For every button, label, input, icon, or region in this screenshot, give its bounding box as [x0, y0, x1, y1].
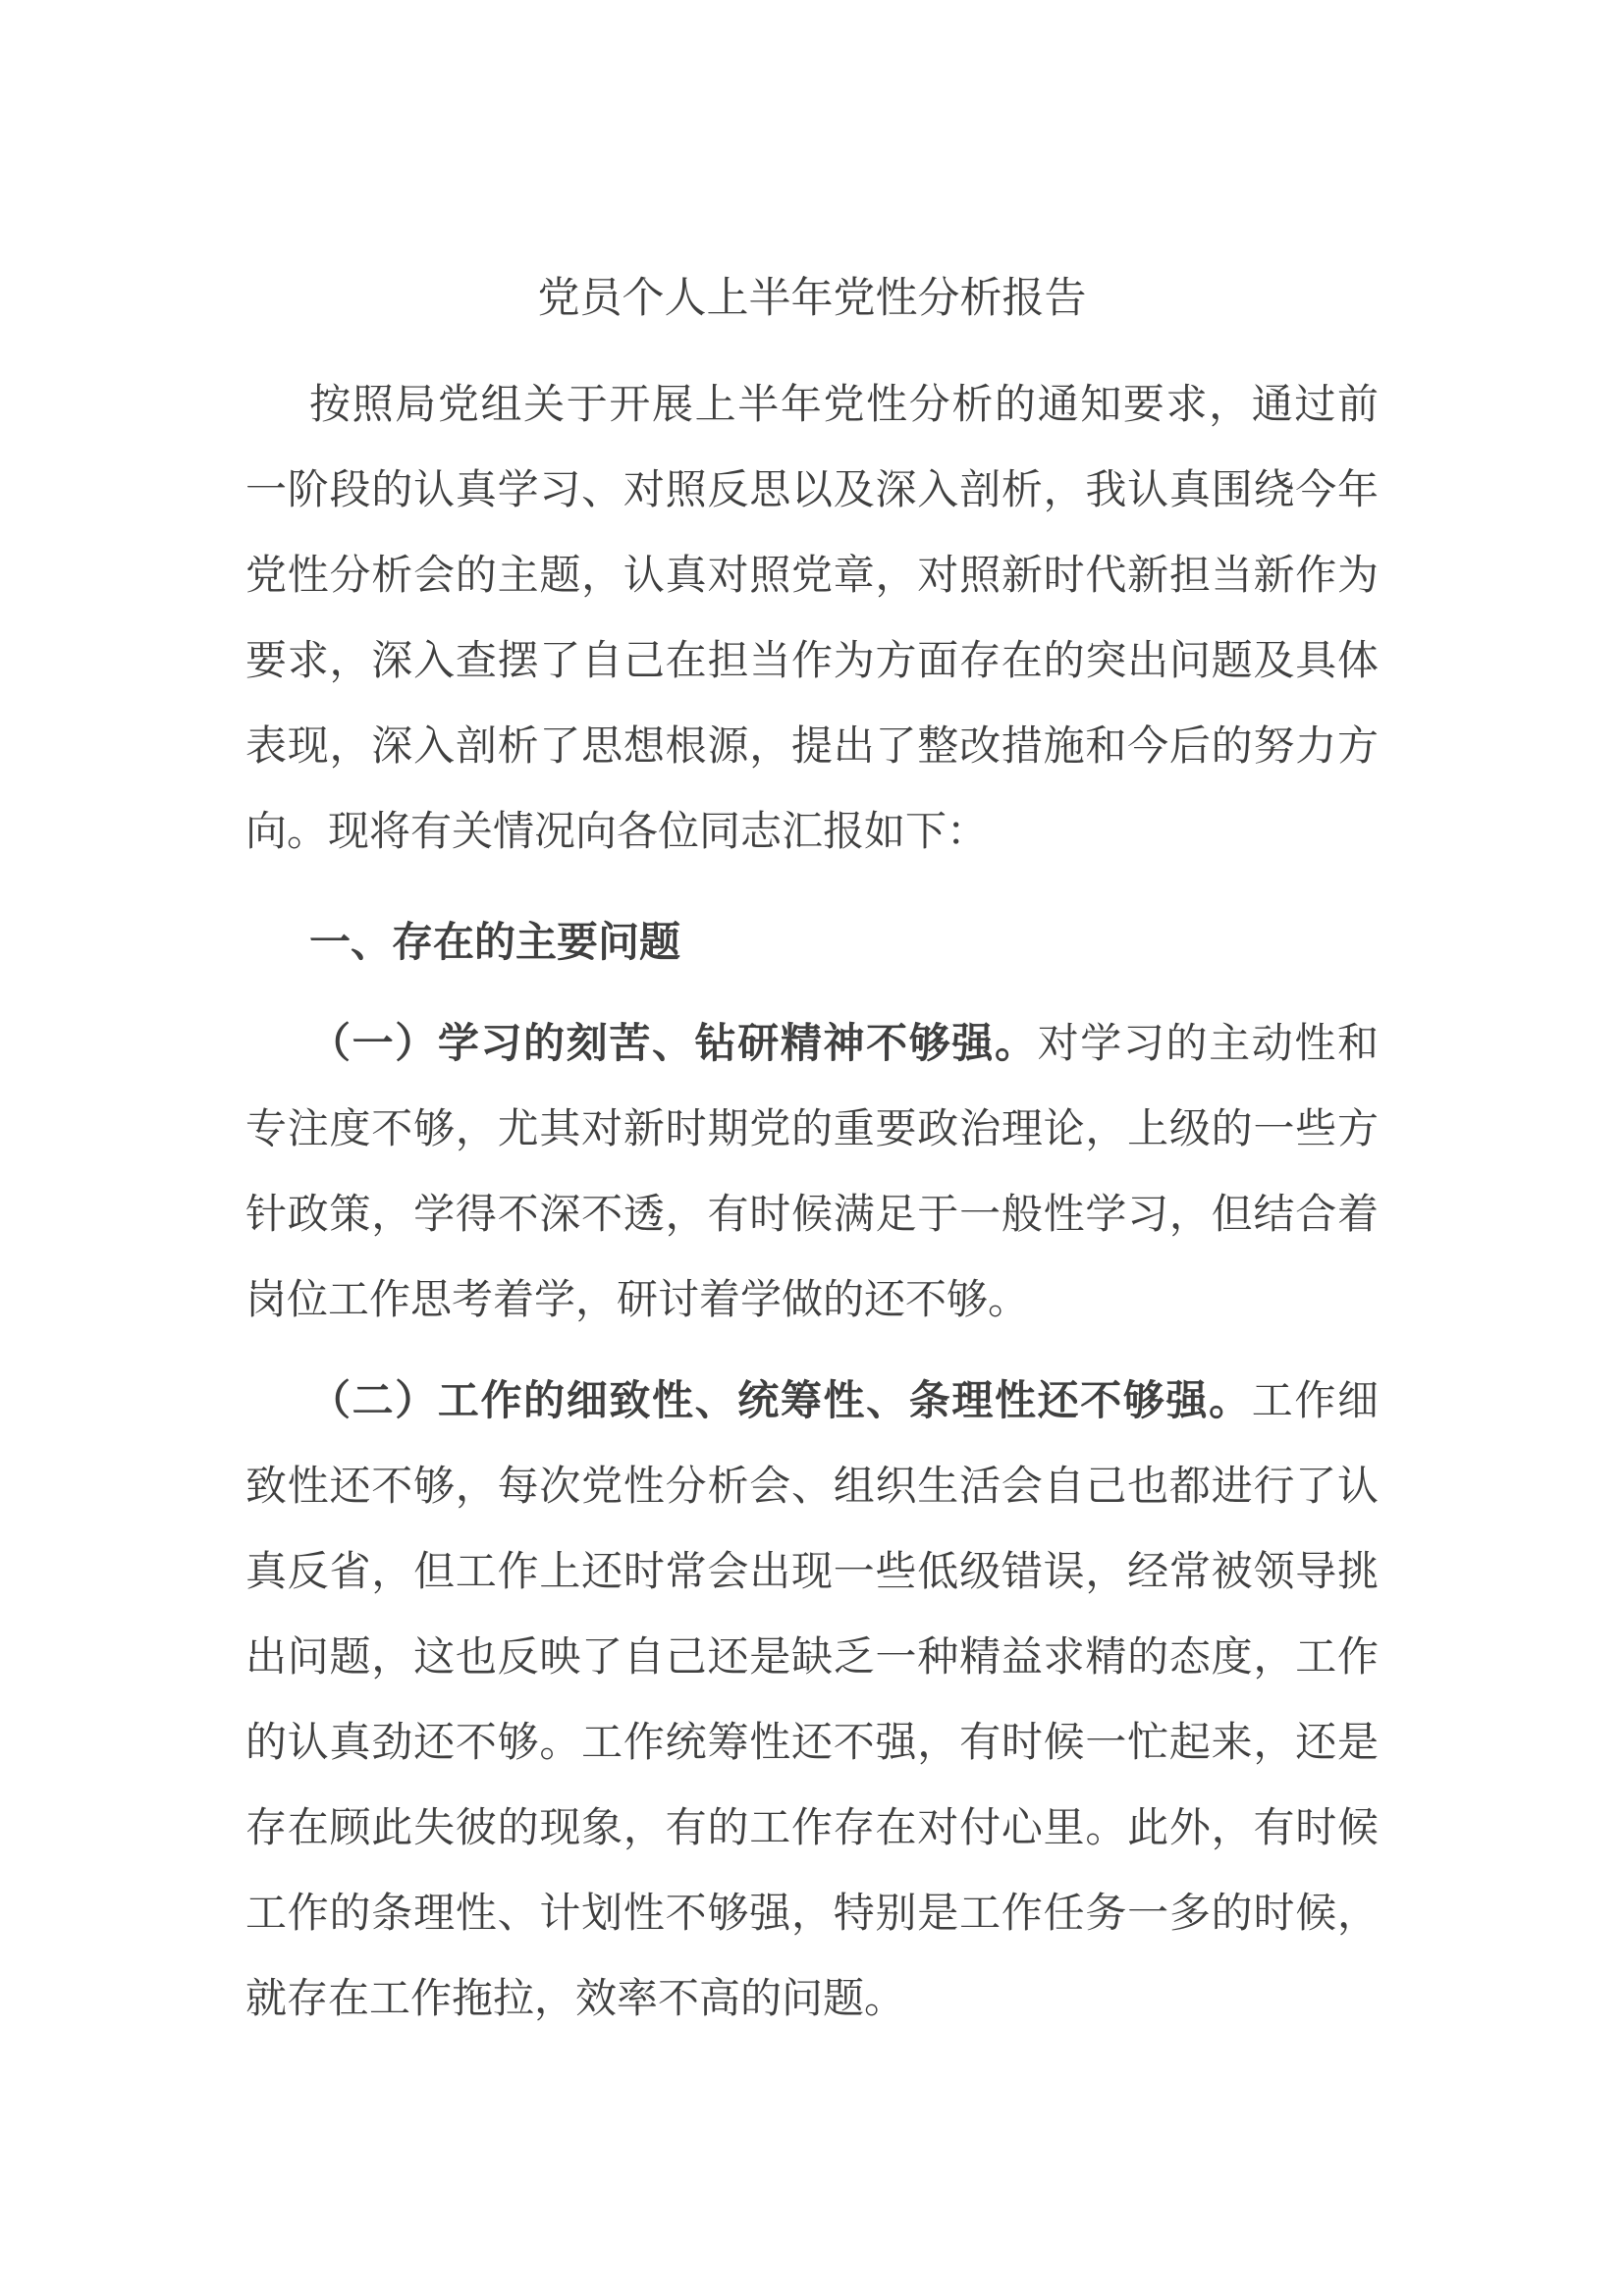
paragraph [245, 1358, 1379, 2041]
document-body [245, 361, 1379, 2041]
section-heading: 一、存在的主要问题 [309, 919, 681, 965]
paragraph-text: 对学习的主动性和专注度不够，尤其对新时期党的重要政治理论，上级的一些方针政策，学得不深不透，有时候满足于一般性学习，但结合着岗位工作思考着学，研讨着学做的还不够。 [245, 1020, 1379, 1322]
paragraph-bold-lead: （一）学习的刻苦、钻研精神不够强。 [309, 1020, 1038, 1066]
paragraph-text: 工作细致性还不够，每次党性分析会、组织生活会自己也都进行了认真反省，但工作上还时常会出现一些低级错误，经常被领导挑出问题，这也反映了自己还是缺乏一种精益求精的态度，工作的认真劲还不够。工作统筹性还不强，有时候一忙起来，还是存在顾此失彼的现象，有的工作存在对付心里。此外，有时候工作的条理性、计划性不够强，特别是工作任务一多的时候，就存在工作拖拉，效率不高的问题。 [245, 1377, 1379, 2021]
document-title: 党员个人上半年党性分析报告 [537, 275, 1087, 322]
paragraph-bold-lead: （二）工作的细致性、统筹性、条理性还不够强。 [309, 1377, 1252, 1423]
paragraph: 按照局党组关于开展上半年党性分析的通知要求，通过前一阶段的认真学习、对照反思以及深入剖析，我认真围绕今年党性分析会的主题，认真对照党章，对照新时代新担当新作为要求，深入查摆了自己在担当作为方面存在的突出问题及具体表现，深入剖析了思想根源，提出了整改措施和今后的努力方向。现将有关情况向各位同志汇报如下： [245, 381, 1379, 854]
paragraph [245, 1000, 1379, 1342]
